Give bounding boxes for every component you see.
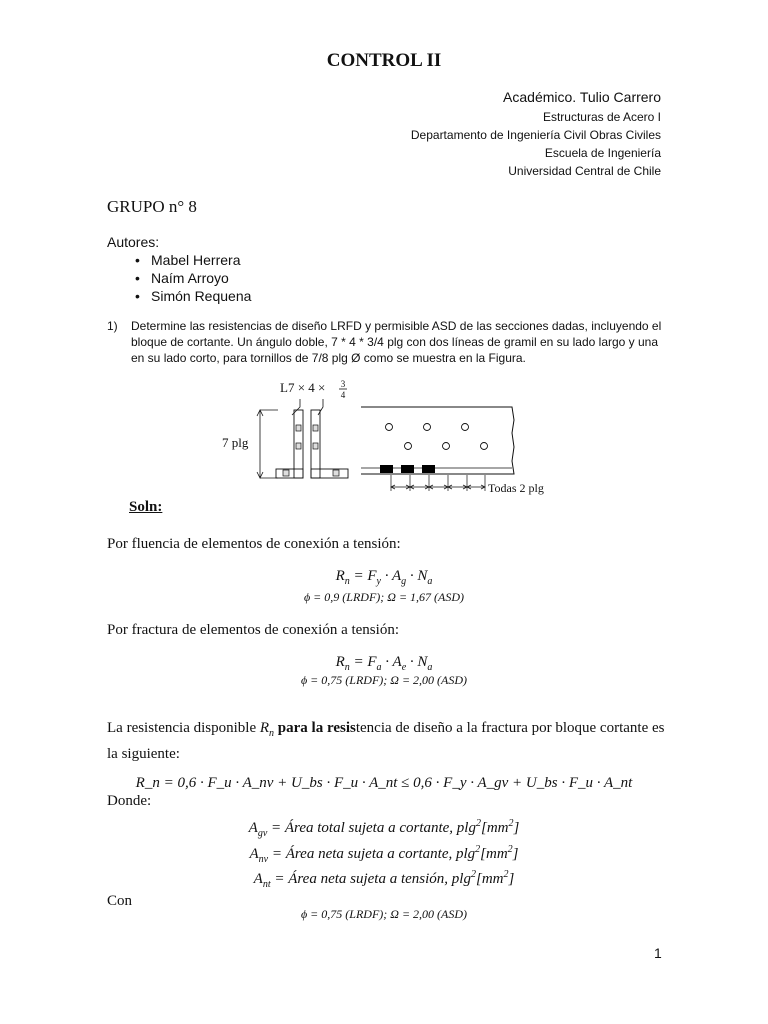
academic-name: Académico. Tulio Carrero <box>503 89 661 105</box>
angle-leg-horizontal <box>276 469 303 478</box>
height-label: 7 plg <box>222 435 249 450</box>
leader-line <box>318 399 323 415</box>
fraction-denominator: 4 <box>340 390 346 400</box>
affiliation-line: Estructuras de Acero I <box>542 110 661 124</box>
authors-label: Autores: <box>107 234 160 250</box>
angle-leg-horizontal <box>311 469 348 478</box>
authors-list <box>107 251 251 305</box>
formula-fluencia: $R_n = F_y \cdot A_g \cdot N_a$ <box>335 568 433 587</box>
fraction-numerator: 3 <box>340 379 346 389</box>
affiliation-line: Escuela de Ingeniería <box>544 146 661 160</box>
question-1 <box>107 318 667 366</box>
solution-heading: Soln: <box>129 499 163 515</box>
formula-bloque-cortante: R_n = 0,6 · F_u · A_nv + U_bs · F_u · A_nt ≤ 0,6 · F_y · A_gv + U_bs · F_u · A_nt <box>135 775 633 791</box>
affiliation-line: Universidad Central de Chile <box>508 164 661 178</box>
authors-block <box>107 233 251 305</box>
group-heading: GRUPO n° 8 <box>107 197 197 216</box>
paragraph-fractura: Por fractura de elementos de conexión a tensión: <box>107 622 399 638</box>
question-text: Determine las resistencias de diseño LRFD y permisible ASD de las secciones dadas, incluyendo el bloque de cortante. Un ángulo doble, 7 * 4 * 3/4 plg con dos líneas de gramil en su lado largo y una en su lado corto, para tornillos de 7/8 plg Ø como se muestra en la Figura. <box>131 319 662 365</box>
author-item: • Naím Arroyo <box>107 269 251 287</box>
bolt-blocks <box>380 465 435 473</box>
bolt-holes <box>386 424 488 450</box>
page-number: 1 <box>654 945 662 961</box>
section-label: L7 × 4 × <box>280 380 326 395</box>
question-number: 1) <box>107 319 118 333</box>
donde-label: Donde: <box>107 793 152 809</box>
definition-ant: $A_{nt}$ = Área neta sujeta a tensión, $plg^2[mm^2]$ <box>253 869 515 890</box>
spacing-label: Todas 2 plg <box>488 481 544 495</box>
factors-fractura: ϕ = 0,75 (LRDF); Ω = 2,00 (ASD) <box>300 673 468 687</box>
plate-outline <box>361 407 514 474</box>
formula-fractura: $R_n = F_a \cdot A_e \cdot N_a$ <box>335 654 433 673</box>
paragraph-bloque-cortante: La resistencia disponible $R_n$ para la resistencia de diseño a la fractura por bloque cortante es la siguiente: <box>107 720 665 762</box>
factors-bloque-cortante: ϕ = 0,75 (LRDF); Ω = 2,00 (ASD) <box>300 907 468 921</box>
con-label: Con <box>107 893 133 909</box>
connection-figure <box>220 375 560 500</box>
leader-line <box>292 399 300 415</box>
document-title: CONTROL II <box>326 50 442 71</box>
affiliation-block <box>411 88 661 180</box>
definition-anv: $A_{nv}$ = Área neta sujeta a cortante, $plg^2[mm^2]$ <box>249 844 519 865</box>
definition-agv: $A_{gv}$ = Área total sujeta a cortante, $plg^2[mm^2]$ <box>248 818 520 839</box>
author-item: • Mabel Herrera <box>107 251 251 269</box>
paragraph-fluencia: Por fluencia de elementos de conexión a tensión: <box>107 536 401 552</box>
affiliation-line: Departamento de Ingeniería Civil Obras Civiles <box>410 128 661 142</box>
author-item: • Simón Requena <box>107 287 251 305</box>
factors-fluencia: ϕ = 0,9 (LRDF); Ω = 1,67 (ASD) <box>303 590 465 604</box>
